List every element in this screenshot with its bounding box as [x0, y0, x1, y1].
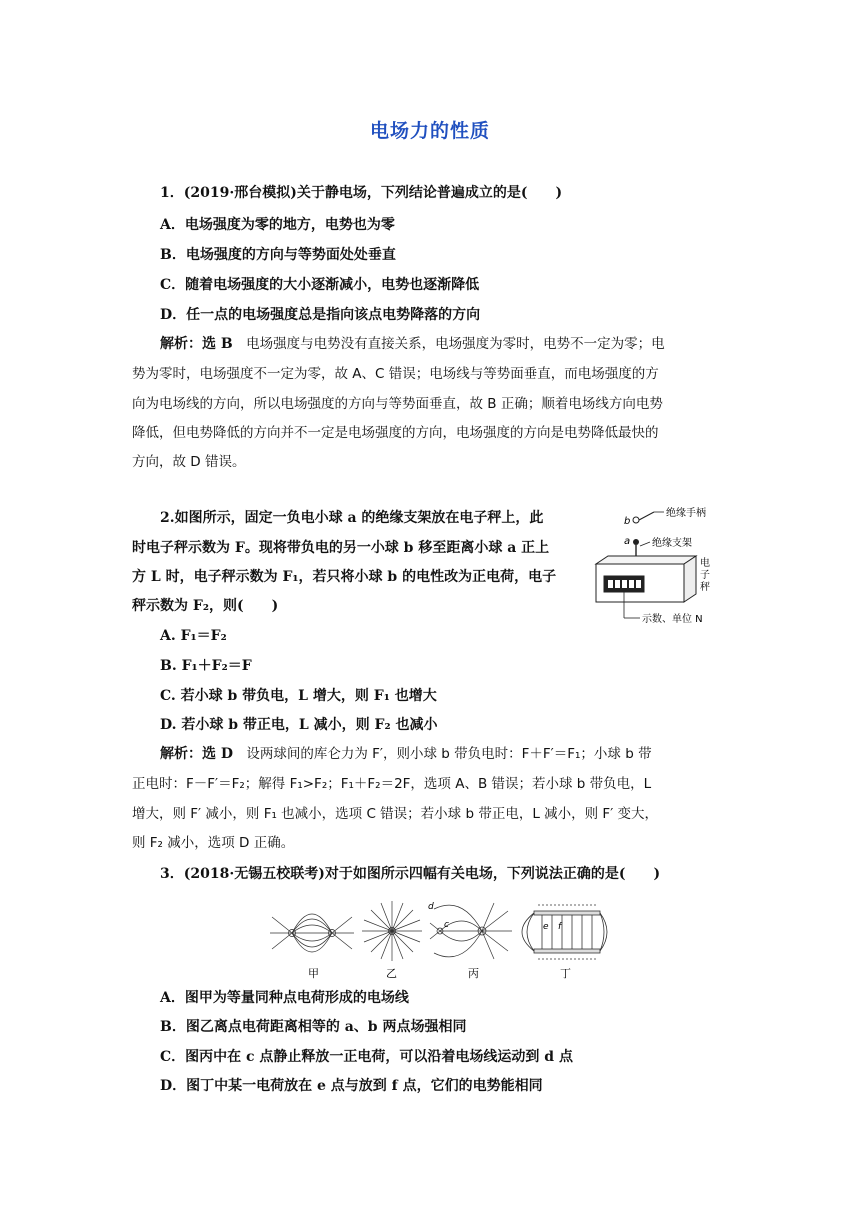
q1-analysis-line-4: 降低，但电势降低的方向并不一定是电场强度的方向，电场强度的方向是电势降低最快的 — [132, 425, 659, 441]
q2-stem-line-2: 时电子秤示数为 F。现将带负电的另一小球 b 移至距离小球 a 正上 — [132, 540, 550, 556]
field-ding — [522, 905, 607, 959]
q3-field-figure — [262, 895, 612, 980]
fig-label-e: e — [543, 922, 549, 932]
q1-option-c: C．随着电场强度的大小逐渐减小，电势也逐渐降低 — [160, 277, 480, 293]
fig-label-yi: 乙 — [386, 967, 397, 980]
field-jia — [270, 914, 354, 952]
fig-label-support: 绝缘支架 — [652, 538, 692, 549]
field-bing — [430, 903, 512, 959]
q2-stem-line-3: 方 L 时，电子秤示数为 F₁，若只将小球 b 的电性改为正电荷，电子 — [132, 569, 557, 585]
fig-label-a: a — [624, 536, 631, 547]
q3-option-a: A．图甲为等量同种点电荷形成的电场线 — [160, 990, 409, 1006]
q2-analysis-label: 解析：选 D — [160, 746, 234, 762]
q1-source: 邢台模拟 — [234, 185, 291, 201]
q1-option-d: D．任一点的电场强度总是指向该点电势降落的方向 — [160, 307, 481, 323]
fig-label-b: b — [624, 516, 631, 527]
q1-analysis-line-3: 向为电场线的方向，所以电场强度的方向与等势面垂直，故 B 正确；顺着电场线方向电势 — [132, 396, 663, 412]
fig-label-f: f — [558, 922, 562, 932]
fig-label-scale-3: 秤 — [700, 582, 710, 593]
q2-analysis-line-1 — [160, 744, 652, 764]
fig-label-bing: 丙 — [468, 967, 479, 980]
q2-analysis-line-3: 增大，则 F′ 减小，则 F₁ 也减小，选项 C 错误；若小球 b 带正电，L 减小，则 F′ 变大， — [132, 806, 659, 822]
q1-stem — [160, 183, 562, 203]
fig-label-c: c — [444, 920, 449, 930]
q2-option-a: A. F₁＝F₂ — [160, 628, 227, 644]
fig-label-scale-1: 电 — [700, 558, 710, 569]
ball-b-icon — [633, 517, 639, 523]
q1-analysis-line-1 — [160, 334, 665, 354]
fig-label-jia: 甲 — [308, 967, 319, 980]
fig-label-d: d — [428, 902, 434, 912]
q2-scale-figure — [584, 500, 734, 630]
q1-option-a: A．电场强度为零的地方，电势也为零 — [160, 217, 395, 233]
fig-label-scale-2: 子 — [700, 570, 710, 581]
fig-label-handle: 绝缘手柄 — [666, 508, 706, 519]
q2-stem-line-4: 秤示数为 F₂，则( ) — [132, 598, 279, 614]
q2-option-c: C. 若小球 b 带负电，L 增大，则 F₁ 也增大 — [160, 688, 437, 704]
q1-option-b: B．电场强度的方向与等势面处处垂直 — [160, 247, 396, 263]
q3-option-d: D．图丁中某一电荷放在 e 点与放到 f 点，它们的电势能相同 — [160, 1078, 543, 1094]
q1-analysis-text-1: 电场强度与电势没有直接关系，电场强度为零时，电势不一定为零；电 — [246, 336, 665, 352]
fig-label-reading: 示数、单位 N — [642, 614, 703, 625]
fig-label-ding: 丁 — [560, 967, 571, 980]
q2-analysis-line-2: 正电时：F－F′＝F₂；解得 F₁>F₂；F₁＋F₂＝2F，选项 A、B 错误；若小球 b 带负电，L — [132, 776, 652, 792]
q3-stem-prefix: 3．(2018· — [160, 866, 235, 882]
q3-stem-suffix: )对于如图所示四幅有关电场，下列说法正确的是( ) — [318, 866, 661, 882]
q3-option-c: C．图丙中在 c 点静止释放一正电荷，可以沿着电场线运动到 d 点 — [160, 1049, 573, 1065]
q2-option-b: B. F₁＋F₂＝F — [160, 658, 252, 674]
q1-analysis-line-5: 方向，故 D 错误。 — [132, 454, 246, 470]
q3-stem — [160, 864, 660, 884]
ball-a-icon — [633, 539, 639, 545]
q2-stem-line-1: 2.如图所示，固定一负电小球 a 的绝缘支架放在电子秤上，此 — [160, 510, 544, 526]
q1-analysis-label: 解析：选 B — [160, 336, 233, 352]
q1-stem-prefix: 1．(2019· — [160, 185, 235, 201]
q1-analysis-line-2: 势为零时，电场强度不一定为零，故 A、C 错误；电场线与等势面垂直，而电场强度的方 — [132, 366, 659, 382]
page-title: 电场力的性质 — [369, 120, 490, 142]
q2-option-d: D. 若小球 b 带正电，L 减小，则 F₂ 也减小 — [160, 717, 438, 733]
q3-source: 无锡五校联考 — [234, 866, 319, 882]
q1-stem-suffix: )关于静电场，下列结论普遍成立的是( ) — [290, 185, 563, 201]
q2-analysis-text-1: 设两球间的库仑力为 F′，则小球 b 带负电时：F＋F′＝F₁；小球 b 带 — [246, 746, 652, 762]
field-yi — [362, 901, 422, 961]
q2-analysis-line-4: 则 F₂ 减小，选项 D 正确。 — [132, 835, 295, 851]
q3-option-b: B．图乙离点电荷距离相等的 a、b 两点场强相同 — [160, 1019, 467, 1035]
